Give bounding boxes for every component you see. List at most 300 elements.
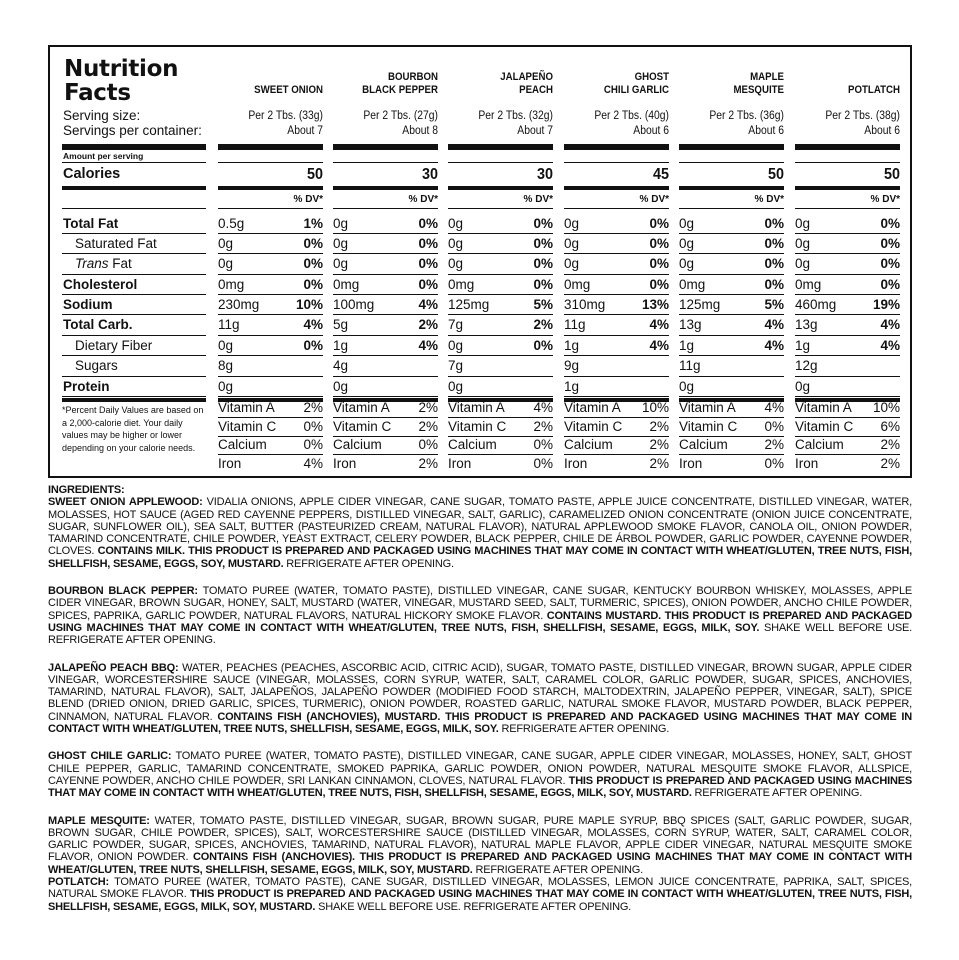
dv-5-5: 4% — [880, 317, 900, 332]
vitamin-label-4-3: Iron — [679, 455, 703, 471]
dv-0-5: 4% — [303, 317, 323, 332]
vitamin-label-2-0: Vitamin A — [448, 400, 505, 415]
dv-1-5: 2% — [418, 317, 438, 332]
amount-3-3: 0mg — [564, 277, 591, 292]
row-rule-4-6 — [679, 335, 784, 336]
row-rule-4-4 — [679, 294, 784, 295]
row-rule-5-7 — [795, 355, 900, 356]
row-rule-4-8 — [679, 376, 784, 377]
amount-3-5: 11g — [564, 317, 586, 332]
row-rule-0-4 — [218, 294, 323, 295]
row-rule-2-5 — [448, 314, 553, 315]
ghost-label: GHOST CHILE GARLIC: — [48, 750, 172, 763]
vitamin-label-3-0: Vitamin A — [564, 400, 621, 415]
nutrient-label-7: Sugars — [75, 358, 118, 373]
row-rule-3-2 — [564, 253, 669, 254]
amount-per-serving: Amount per serving — [63, 151, 144, 161]
sweet-onion-tail: REFRIGERATE AFTER OPENING. — [283, 557, 454, 570]
amount-5-6: 1g — [795, 338, 811, 353]
servings-per-container-5: About 6 — [864, 125, 900, 137]
product-name-line2-4: MESQUITE — [733, 84, 784, 96]
product-name-line2-2: PEACH — [519, 84, 553, 96]
thin-rule-0 — [218, 162, 323, 163]
dv-1-3: 0% — [418, 277, 438, 292]
vitamin-label-5-0: Vitamin A — [795, 400, 852, 415]
bourbon-tail: SHAKE WELL BEFORE USE. REFRIGERATE AFTER OPENING. — [48, 621, 912, 647]
serving-size-4: Per 2 Tbs. (36g) — [709, 110, 784, 122]
servings-per-container-label: Servings per container: — [63, 123, 202, 138]
amount-1-8: 0g — [333, 379, 349, 394]
ingredients-maple — [48, 815, 912, 876]
amount-5-7: 12g — [795, 358, 818, 373]
vitamin-value-2-1: 2% — [533, 418, 553, 434]
row-rule-left-2 — [62, 253, 206, 254]
ingredients-jalapeno — [48, 662, 912, 736]
row-rule-0-8 — [218, 376, 323, 377]
row-rule-3-1 — [564, 233, 669, 234]
row-rule-5-3 — [795, 274, 900, 275]
amount-5-0: 0g — [795, 216, 811, 231]
product-name-line2-3: CHILI GARLIC — [603, 84, 669, 96]
vitamin-value-2-3: 0% — [533, 455, 553, 471]
amount-0-4: 230mg — [218, 297, 260, 312]
row-rule-2-8 — [448, 376, 553, 377]
row-rule-left-6 — [62, 335, 206, 336]
vitamin-label-3-3: Iron — [564, 455, 588, 471]
vitamin-value-4-1: 0% — [764, 418, 784, 434]
ingredients-ghost — [48, 750, 912, 799]
row-rule-0-6 — [218, 335, 323, 336]
calories-value-4: 50 — [767, 166, 784, 183]
amount-5-8: 0g — [795, 379, 811, 394]
dv-3-4: 13% — [641, 297, 669, 312]
row-rule-4-2 — [679, 253, 784, 254]
vitamin-label-1-3: Iron — [333, 455, 357, 471]
row-rule-left-7 — [62, 355, 206, 356]
row-rule-1-3 — [333, 274, 438, 275]
potlatch-allergens: THIS PRODUCT IS PREPARED AND PACKAGED USING MACHINES THAT MAY COME IN CONTACT WITH WHEAT/GLUTEN, TREE NUTS, FISH, SHELLFISH, SESAME, EGGS, MILK, SOY, MUSTARD. — [48, 888, 912, 913]
row-rule-5-6 — [795, 335, 900, 336]
servings-per-container-1: About 8 — [402, 125, 438, 137]
amount-3-1: 0g — [564, 236, 580, 251]
ingredients-section — [48, 484, 912, 913]
product-name-line1-2: JALAPEÑO — [500, 71, 553, 83]
vitamin-value-5-2: 2% — [880, 437, 900, 452]
product-name-line2-5: POTLATCH — [848, 84, 900, 96]
vitamin-label-3-2: Calcium — [564, 437, 613, 452]
nutrition-facts-panel — [48, 45, 912, 478]
dv-rule-2 — [448, 208, 553, 209]
dv-1-4: 4% — [418, 297, 438, 312]
maple-allergens: CONTAINS FISH (ANCHOVIES). THIS PRODUCT IS PREPARED AND PACKAGED USING MACHINES THAT MAY COME IN CONTACT WITH WHEAT/GLUTEN, TREE NUTS, SHELLFISH, SESAME, EGGS, MILK, SOY, MUSTARD. — [48, 851, 912, 876]
nutrient-label-8: Protein — [63, 379, 110, 394]
vitamin-label-0-1: Vitamin C — [218, 418, 277, 434]
row-rule-4-1 — [679, 233, 784, 234]
serving-size-label: Serving size: — [63, 108, 141, 123]
dv-rule-left — [62, 208, 206, 209]
row-rule-1-2 — [333, 253, 438, 254]
row-rule-0-5 — [218, 314, 323, 315]
thick-rule-0 — [218, 144, 323, 150]
vitamin-value-0-2: 0% — [303, 437, 323, 452]
product-name-line2-0: SWEET ONION — [254, 84, 323, 96]
amount-2-6: 0g — [448, 338, 464, 353]
dv-4-2: 0% — [764, 256, 784, 271]
dv-5-2: 0% — [880, 256, 900, 271]
dv-rule-5 — [795, 208, 900, 209]
vitamin-label-4-0: Vitamin A — [679, 400, 736, 415]
bourbon-allergens: CONTAINS MUSTARD. THIS PRODUCT IS PREPARED AND PACKAGED USING MACHINES THAT MAY COME IN CONTACT WITH WHEAT/GLUTEN, TREE NUTS, FISH, SHELLFISH, SESAME, EGGS, MILK, SOY. — [48, 609, 912, 634]
row-rule-3-end — [564, 396, 669, 397]
amount-1-2: 0g — [333, 256, 349, 271]
vitamin-label-2-1: Vitamin C — [448, 418, 507, 434]
dv-1-0: 0% — [418, 216, 438, 231]
amount-4-1: 0g — [679, 236, 695, 251]
vitamin-value-4-2: 2% — [764, 437, 784, 452]
serving-size-3: Per 2 Tbs. (40g) — [594, 110, 669, 122]
thin-rule-5 — [795, 162, 900, 163]
amount-1-7: 4g — [333, 358, 349, 373]
nutrient-label-1: Saturated Fat — [75, 236, 157, 251]
title-line-2: Facts — [64, 80, 131, 106]
medium-rule-2 — [448, 186, 553, 190]
vitamin-value-1-1: 2% — [418, 418, 438, 434]
row-rule-2-7 — [448, 355, 553, 356]
dv-4-6: 4% — [764, 338, 784, 353]
vitamin-value-0-1: 0% — [303, 418, 323, 434]
amount-5-4: 460mg — [795, 297, 837, 312]
jalapeno-text: WATER, PEACHES (PEACHES, ASCORBIC ACID, CITRIC ACID), SUGAR, TOMATO PASTE, DISTILLED VINEGAR, BROWN SUGAR, APPLE CIDER VINEGAR, WORCESTERSHIRE SAUCE (VINEGAR, MOLASSES, CORN SYRUP, WATER, SALT, CARAMEL COLOR, GARLIC POWDER, SUGAR, SPICES, ANCHOVIES, TAMARIND, NATURAL FLAVOR), SALT, JALAPEÑOS, JALAPEÑO POWDER (MODIFIED FOOD STARCH, MALTODEXTRIN, JALAPEÑO PEPPER, VINEGAR, SALT), SPICE BLEND (DRIED ONION, DRIED GARLIC, SPICES, TURMERIC), ONION POWDER, ROASTED GARLIC, NATURAL SMOKE FLAVOR, MUSTARD POWDER, BLACK PEPPER, CINNAMON, NATURAL FLAVOR. — [48, 661, 912, 723]
dv-1-1: 0% — [418, 236, 438, 251]
vitamin-label-1-0: Vitamin A — [333, 400, 390, 415]
serving-size-1: Per 2 Tbs. (27g) — [363, 110, 438, 122]
dv-header-5: % DV* — [870, 194, 900, 205]
row-rule-5-1 — [795, 233, 900, 234]
row-rule-2-6 — [448, 335, 553, 336]
amount-3-6: 1g — [564, 338, 580, 353]
nutrient-label-4: Sodium — [63, 297, 113, 312]
calories-value-5: 50 — [883, 166, 900, 183]
vitamin-value-5-0: 10% — [872, 400, 900, 415]
vitamin-value-4-0: 4% — [764, 400, 784, 415]
vitamin-label-0-0: Vitamin A — [218, 400, 275, 415]
amount-5-1: 0g — [795, 236, 811, 251]
dv-header-4: % DV* — [754, 194, 784, 205]
amount-0-1: 0g — [218, 236, 234, 251]
amount-0-7: 8g — [218, 358, 234, 373]
row-rule-2-4 — [448, 294, 553, 295]
amount-4-0: 0g — [679, 216, 695, 231]
dv-4-3: 0% — [764, 277, 784, 292]
dv-3-6: 4% — [649, 338, 669, 353]
thin-rule-3 — [564, 162, 669, 163]
row-rule-3-8 — [564, 376, 669, 377]
sweet-onion-allergens: CONTAINS MILK. THIS PRODUCT IS PREPARED AND PACKAGED USING MACHINES THAT MAY COME IN CONTACT WITH WHEAT/GLUTEN, TREE NUTS, FISH, SHELLFISH, SESAME, EGGS, SOY, MUSTARD. — [48, 545, 912, 570]
amount-1-0: 0g — [333, 216, 349, 231]
amount-2-8: 0g — [448, 379, 464, 394]
vitamin-value-3-3: 2% — [649, 455, 669, 471]
nutrient-label-0: Total Fat — [63, 216, 119, 231]
trans-fat-suffix: Fat — [108, 256, 132, 271]
dv-0-4: 10% — [295, 297, 323, 312]
amount-2-4: 125mg — [448, 297, 490, 312]
dv-3-2: 0% — [649, 256, 669, 271]
medium-rule-1 — [333, 186, 438, 190]
dv-3-3: 0% — [649, 277, 669, 292]
row-rule-1-5 — [333, 314, 438, 315]
vitamin-label-5-3: Iron — [795, 455, 819, 471]
dv-1-2: 0% — [418, 256, 438, 271]
nutrient-label-3: Cholesterol — [63, 277, 138, 292]
amount-3-4: 310mg — [564, 297, 606, 312]
vitamin-label-2-2: Calcium — [448, 437, 497, 452]
medium-rule-5 — [795, 186, 900, 190]
row-rule-2-end — [448, 396, 553, 397]
amount-4-3: 0mg — [679, 277, 706, 292]
amount-0-5: 11g — [218, 317, 240, 332]
row-rule-1-4 — [333, 294, 438, 295]
dv-5-4: 19% — [872, 297, 900, 312]
dv-2-6: 0% — [533, 338, 553, 353]
calories-value-3: 45 — [652, 166, 669, 183]
dv-header-0: % DV* — [293, 194, 323, 205]
vitamin-value-2-0: 4% — [533, 400, 553, 415]
thick-rule-left — [62, 144, 206, 150]
row-rule-5-4 — [795, 294, 900, 295]
thick-rule-5 — [795, 144, 900, 150]
vitamin-label-4-2: Calcium — [679, 437, 728, 452]
row-rule-left-5 — [62, 314, 206, 315]
thick-rule-3 — [564, 144, 669, 150]
servings-per-container-2: About 7 — [517, 125, 553, 137]
row-rule-3-3 — [564, 274, 669, 275]
sweet-onion-label: SWEET ONION APPLEWOOD: — [48, 496, 203, 509]
vitamin-value-1-0: 2% — [418, 400, 438, 415]
row-rule-0-7 — [218, 355, 323, 356]
row-rule-3-6 — [564, 335, 669, 336]
dv-3-1: 0% — [649, 236, 669, 251]
row-rule-5-end — [795, 396, 900, 397]
row-rule-4-5 — [679, 314, 784, 315]
row-rule-2-3 — [448, 274, 553, 275]
medium-rule-3 — [564, 186, 669, 190]
amount-3-7: 9g — [564, 358, 580, 373]
ghost-text: TOMATO PUREE (WATER, TOMATO PASTE), DISTILLED VINEGAR, CANE SUGAR, APPLE CIDER VINEGAR, MOLASSES, HONEY, SALT, GHOST CHILE PEPPER, GARLIC, TAMARIND CONCENTRATE, SMOKED PAPRIKA, GARLIC POWDER, ONION POWDER, NATURAL MESQUITE SMOKE FLAVOR, ALLSPICE, CAYENNE POWDER, ANCHO CHILE POWDER, SRI LANKAN CINNAMON, CLOVES, NATURAL FLAVOR. — [48, 750, 912, 787]
vitamin-label-5-2: Calcium — [795, 437, 844, 452]
row-rule-left-3 — [62, 274, 206, 275]
amount-1-3: 0mg — [333, 277, 360, 292]
dv-2-1: 0% — [533, 236, 553, 251]
dv-0-3: 0% — [303, 277, 323, 292]
nutrient-label-2: Trans Fat — [75, 256, 132, 271]
ingredients-heading: INGREDIENTS: — [48, 484, 125, 496]
jalapeno-allergens: CONTAINS FISH (ANCHOVIES), MUSTARD. THIS PRODUCT IS PREPARED AND PACKAGED USING MACHINES THAT MAY COME IN CONTACT WITH WHEAT/GLUTEN, TREE NUTS, SHELLFISH, SESAME, EGGS, MILK, SOY. — [48, 710, 913, 736]
dv-2-2: 0% — [533, 256, 553, 271]
amount-5-3: 0mg — [795, 277, 822, 292]
vitamin-value-1-3: 2% — [418, 455, 438, 471]
vitamin-value-5-3: 2% — [880, 455, 900, 471]
amount-0-2: 0g — [218, 256, 234, 271]
amount-0-8: 0g — [218, 379, 234, 394]
calories-value-2: 30 — [536, 166, 553, 183]
calories-value-1: 30 — [421, 166, 438, 183]
row-rule-1-8 — [333, 376, 438, 377]
ingredients-bourbon — [48, 585, 912, 646]
dv-rule-3 — [564, 208, 669, 209]
jalapeno-label: JALAPEÑO PEACH BBQ: — [48, 661, 179, 674]
product-name-line2-1: BLACK PEPPER — [362, 84, 438, 96]
row-rule-left-8 — [62, 376, 206, 377]
thin-rule-4 — [679, 162, 784, 163]
vitamin-label-3-1: Vitamin C — [564, 418, 623, 434]
vitamin-label-2-3: Iron — [448, 455, 472, 471]
vitamin-value-1-2: 0% — [418, 437, 438, 452]
product-name-line1-3: GHOST — [634, 71, 669, 83]
dv-4-5: 4% — [764, 317, 784, 332]
jalapeno-tail: REFRIGERATE AFTER OPENING. — [498, 723, 670, 736]
dv-rule-4 — [679, 208, 784, 209]
serving-size-5: Per 2 Tbs. (38g) — [825, 110, 900, 122]
servings-per-container-4: About 6 — [748, 125, 784, 137]
vitamin-label-1-1: Vitamin C — [333, 418, 392, 434]
dv-header-2: % DV* — [523, 194, 553, 205]
row-rule-1-end — [333, 396, 438, 397]
dv-0-2: 0% — [303, 256, 323, 271]
dv-4-4: 5% — [764, 297, 784, 312]
dv-header-3: % DV* — [639, 194, 669, 205]
calories-label: Calories — [63, 166, 121, 182]
amount-3-8: 1g — [564, 379, 580, 394]
row-rule-4-3 — [679, 274, 784, 275]
row-rule-3-4 — [564, 294, 669, 295]
dv-2-5: 2% — [533, 317, 553, 332]
amount-2-2: 0g — [448, 256, 464, 271]
serving-size-0: Per 2 Tbs. (33g) — [248, 110, 323, 122]
amount-2-1: 0g — [448, 236, 464, 251]
vitamin-label-0-3: Iron — [218, 455, 242, 471]
vitamin-value-5-1: 6% — [880, 418, 900, 434]
dv-2-0: 0% — [533, 216, 553, 231]
medium-rule-4 — [679, 186, 784, 190]
row-rule-left-4 — [62, 294, 206, 295]
amount-3-2: 0g — [564, 256, 580, 271]
dv-rule-0 — [218, 208, 323, 209]
amount-2-0: 0g — [448, 216, 464, 231]
vitamin-label-0-2: Calcium — [218, 437, 267, 452]
vitamin-label-1-2: Calcium — [333, 437, 382, 452]
amount-4-4: 125mg — [679, 297, 721, 312]
amount-4-2: 0g — [679, 256, 695, 271]
vitamin-value-2-2: 0% — [533, 437, 553, 452]
bourbon-text: TOMATO PUREE (WATER, TOMATO PASTE), DISTILLED VINEGAR, CANE SUGAR, KENTUCKY BOURBON WHISKEY, MOLASSES, APPLE CIDER VINEGAR, BROWN SUGAR, HONEY, SALT, MUSTARD (WATER, VINEGAR, MUSTARD SEED, SALT, TURMERIC, SPICES), ONION POWDER, ANCHO CHILE POWDER, SPICES, PAPRIKA, GARLIC POWDER, NATURAL FLAVORS, NATURAL HICKORY SMOKE FLAVOR. — [48, 585, 912, 622]
dv-3-5: 4% — [649, 317, 669, 332]
serving-size-2: Per 2 Tbs. (32g) — [478, 110, 553, 122]
row-rule-0-1 — [218, 233, 323, 234]
dv-1-6: 4% — [418, 338, 438, 353]
maple-tail: REFRIGERATE AFTER OPENING. — [472, 863, 644, 876]
thin-rule-1 — [333, 162, 438, 163]
amount-4-8: 0g — [679, 379, 695, 394]
row-rule-5-5 — [795, 314, 900, 315]
vitamin-value-3-0: 10% — [641, 400, 669, 415]
vitamin-label-4-1: Vitamin C — [679, 418, 738, 434]
amount-2-7: 7g — [448, 358, 464, 373]
dv-header-1: % DV* — [408, 194, 438, 205]
amount-2-5: 7g — [448, 317, 464, 332]
vitamin-value-3-1: 2% — [649, 418, 669, 434]
maple-label: MAPLE MESQUITE: — [48, 814, 150, 827]
dv-2-3: 0% — [533, 277, 553, 292]
daily-value-footnote: *Percent Daily Values are based on a 2,000-calorie diet. Your daily values may be higher or lower depending on your calorie needs. — [62, 405, 204, 453]
amount-2-3: 0mg — [448, 277, 475, 292]
row-rule-0-end — [218, 396, 323, 397]
bourbon-label: BOURBON BLACK PEPPER: — [48, 585, 198, 598]
row-rule-2-1 — [448, 233, 553, 234]
nutrient-label-6: Dietary Fiber — [75, 338, 153, 353]
amount-3-0: 0g — [564, 216, 580, 231]
nutrition-facts-title — [64, 57, 178, 105]
row-rule-2-2 — [448, 253, 553, 254]
dv-2-4: 5% — [533, 297, 553, 312]
dv-rule-1 — [333, 208, 438, 209]
amount-1-6: 1g — [333, 338, 349, 353]
row-rule-4-7 — [679, 355, 784, 356]
dv-5-3: 0% — [880, 277, 900, 292]
amount-4-6: 1g — [679, 338, 695, 353]
amount-4-7: 11g — [679, 358, 701, 373]
row-rule-5-8 — [795, 376, 900, 377]
maple-text: WATER, TOMATO PASTE, DISTILLED VINEGAR, SUGAR, BROWN SUGAR, PURE MAPLE SYRUP, BBQ SPICES (SALT, GARLIC POWDER, SUGAR, BROWN SUGAR, CHILE POWDER, SPICES), SALT, WORCESTERSHIRE SAUCE (DISTILLED VINEGAR, MOLASSES, CORN SYRUP, WATER, SALT, CARAMEL COLOR, GARLIC POWDER, SUGAR, SPICES, ANCHOVIES, TAMARIND, NATURAL FLAVOR), NATURAL MAPLE FLAVOR, APPLE CIDER VINEGAR, NATURAL MESQUITE SMOKE FLAVOR, ONION POWDER. — [48, 814, 913, 864]
product-name-line1-4: MAPLE — [750, 71, 784, 83]
amount-1-5: 5g — [333, 317, 349, 332]
row-rule-4-end — [679, 396, 784, 397]
dv-3-0: 0% — [649, 216, 669, 231]
vitamin-value-3-2: 2% — [649, 437, 669, 452]
vitamin-value-0-0: 2% — [303, 400, 323, 415]
row-rule-1-1 — [333, 233, 438, 234]
potlatch-text: TOMATO PUREE (WATER, TOMATO PASTE), CANE SUGAR, DISTILLED VINEGAR, MOLASSES, LEMON JUICE CONCENTRATE, PAPRIKA, SALT, SPICES, NATURAL SMOKE FLAVOR. — [48, 876, 912, 901]
dv-5-0: 0% — [880, 216, 900, 231]
amount-5-2: 0g — [795, 256, 811, 271]
medium-rule-left — [62, 186, 206, 190]
ghost-tail: REFRIGERATE AFTER OPENING. — [691, 787, 863, 800]
amount-1-1: 0g — [333, 236, 349, 251]
row-rule-3-5 — [564, 314, 669, 315]
nutrient-label-5: Total Carb. — [63, 317, 133, 332]
vitamin-label-5-1: Vitamin C — [795, 418, 854, 434]
medium-rule-0 — [218, 186, 323, 190]
thick-rule-1 — [333, 144, 438, 150]
potlatch-tail: SHAKE WELL BEFORE USE. REFRIGERATE AFTER OPENING. — [315, 900, 632, 913]
dv-5-6: 4% — [880, 338, 900, 353]
row-rule-left-1 — [62, 233, 206, 234]
ingredients-sweet-onion — [48, 496, 912, 570]
amount-5-5: 13g — [795, 317, 818, 332]
amount-4-5: 13g — [679, 317, 702, 332]
dv-4-1: 0% — [764, 236, 784, 251]
vitamin-value-0-3: 4% — [303, 455, 323, 471]
potlatch-label: POTLATCH: — [48, 876, 109, 889]
row-rule-left-9 — [62, 396, 206, 397]
row-rule-3-7 — [564, 355, 669, 356]
amount-0-6: 0g — [218, 338, 234, 353]
dv-0-0: 1% — [303, 216, 323, 231]
vitamin-value-4-3: 0% — [764, 455, 784, 471]
dv-0-6: 0% — [303, 338, 323, 353]
dv-4-0: 0% — [764, 216, 784, 231]
thick-rule-4 — [679, 144, 784, 150]
calories-value-0: 50 — [306, 166, 323, 183]
